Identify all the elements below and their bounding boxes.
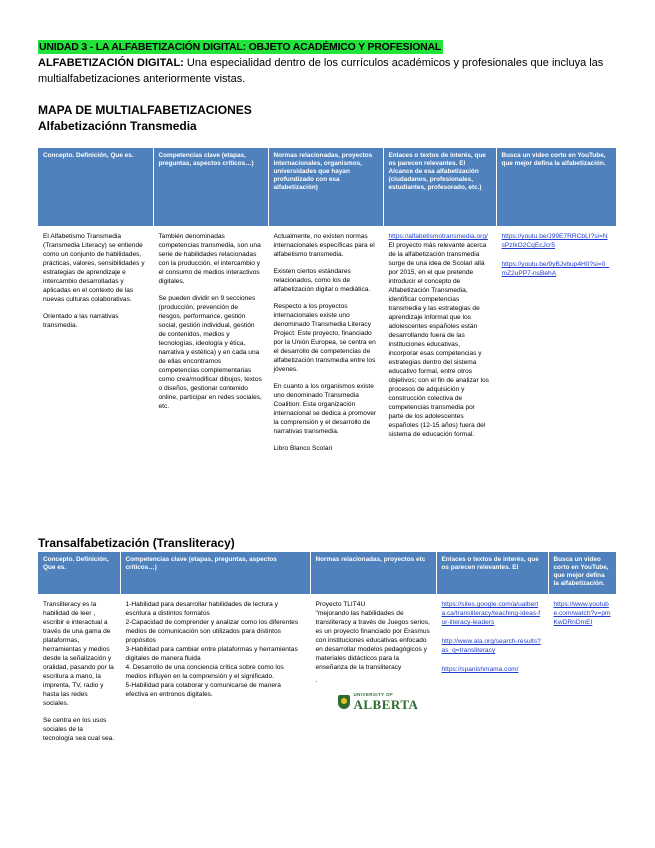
paragraph: En cuanto a los organismos existe uno denominado Transmedia Coalition: Esta organización internacional se dedica a promover la comprensión y el desarrollo de narrativas transmedia. <box>273 383 377 435</box>
cell-competencias <box>153 226 268 467</box>
link-ala[interactable]: http://www.ala.org/search-results?as_q=transliteracy <box>441 638 541 654</box>
cell-enlaces <box>383 226 496 467</box>
header-enlaces: Enlaces o textos de interés, que os parecen relevantes. El Alcance de esa alfabetización (ciudadanos, profesionales, estudiantes, profesorado, etc.) <box>383 148 496 226</box>
youtube-link[interactable]: https://youtu.be/9yBJvbup4H0?si=0_mZ2uPP7-nsBehA <box>501 261 610 277</box>
paragraph: Existen ciertos estándares relacionados, como los de alfabetización digital o mediática. <box>273 268 371 293</box>
table-header-row <box>38 148 616 226</box>
paragraph: Transliteracy es la habilidad de leer , escribir e interactual a través de una gama de plataformas, herramientas y medios desde la señalización y oralidad, pasando por la escritura a mano, la imprenta, TV, radio y hasta las redes sociales. <box>43 601 114 707</box>
cell-competencias <box>120 594 310 757</box>
youtube-link[interactable]: https://youtu.be/J99E7RRCbLI?si=NsPzIkO2CqEcJcr5 <box>501 233 608 249</box>
cell-concepto <box>38 594 120 757</box>
university-of-alberta-logo <box>338 693 431 711</box>
cell-normas <box>310 594 436 757</box>
cell-concepto <box>38 226 153 467</box>
intro-paragraph <box>38 55 618 87</box>
header-video: Busca un video corto en YouTube, que mejor defina la alfabetización. <box>548 552 616 594</box>
intro-text: Una especialidad dentro de los currículos académicos y profesionales que incluya las multialfabetizaciones anteriormente vistas. <box>38 57 604 85</box>
youtube-link[interactable]: https://www.youtube.com/watch?v=pmKwDRnDmEI <box>553 601 611 626</box>
link-ualberta[interactable]: https://sites.google.com/a/ualberta.ca/transliteracy/teaching-ideas-for-literacy-leaders <box>441 601 541 626</box>
unit-title: UNIDAD 3 - LA ALFABETIZACIÓN DIGITAL: OBJETO ACADÉMICO Y PROFESIONAL <box>39 41 442 53</box>
header-competencias: Competencias clave (etapas, preguntas, aspectos críticos…) <box>153 148 268 226</box>
table-row <box>38 226 616 467</box>
link-spanishmama[interactable]: https://spanishmama.com/ <box>441 666 519 673</box>
paragraph: Actualmente, no existen normas internacionales específicas para el alfabetismo transmedia. <box>273 233 375 258</box>
header-video: Busca un video corto en YouTube, que mejor defina la alfabetización. <box>496 148 616 226</box>
section-title-transmedia: Alfabetizaciónn Transmedia <box>38 119 197 133</box>
paragraph: El proyecto más relevante acerca de la alfabetización transmedia surge de una idea de Scolari allá por 2015, en el que pretende introducir el concepto de Alfabetización Transmedia, identificar competencias transmedia y las estrategias de aprendizaje informal que los adolescentes españoles están desarrollando fuera de las instituciones educativas, incorporar esas competencias y estrategias dentro del sistema educativo formal, entre otros objetivos; con el fin de analizar los procesos de adquisición y construcción colectiva de competencias transmedia por parte de los adolescentes españoles (12-15 años) fuera del sistema de educación formal. <box>388 242 489 438</box>
header-normas: Normas relacionadas, proyectos etc <box>310 552 436 594</box>
header-normas: Normas relacionadas, proyectos internacionales, organismos, universidades que hayan profundizado con esa alfabetización) <box>268 148 383 226</box>
table-header-row <box>38 552 616 594</box>
intro-bold: ALFABETIZACIÓN DIGITAL: <box>38 57 184 69</box>
cell-enlaces <box>436 594 548 757</box>
cell-video <box>496 226 616 467</box>
header-competencias: Competencias clave (etapas, preguntas, aspectos críticos…) <box>120 552 310 594</box>
transliteracy-table <box>38 552 617 757</box>
paragraph: Libro Blanco Scolari <box>273 445 333 452</box>
cell-video <box>548 594 616 757</box>
paragraph: Se pueden dividir en 9 secciones (producción, prevención de riesgos, performance, gestión social, gestión individual, gestión de contenidos, medios y tecnologías, ideología y ética, narrativa y estética) y en cada una de ellas encontramos competencias complementarias como crea/modificar dibujos, textos o diseños, gestionar contenido online, participar en redes sociales, etc. <box>158 295 262 410</box>
transmedia-table <box>38 148 617 467</box>
header-concepto: Concepto. Definición, Que es. <box>38 148 153 226</box>
paragraph: Proyecto TLIT4U "mejorando las habilidades de transliteracy a través de Juegos serios, es un proyecto financiado por Erasmus con instituciones educativas enfocado en desarrollar modelos pedagógicos y materiales didácticos para la enseñanza de la transliteracy <box>315 601 430 671</box>
shield-icon <box>338 695 350 709</box>
paragraph: Respecto a los proyectos internacionales existe uno denominado Transmedia Literacy Project: Este proyecto, financiado por la Unión Europea, se centra en el desarrollo de competencias de alfabetización transmedia entre los jóvenes. <box>273 303 376 373</box>
paragraph: Se centra en los usos sociales de la tecnología sea cual sea. <box>43 717 115 742</box>
paragraph: El Alfabetismo Transmedia (Transmedia Literacy) se entiende como un conjunto de habilidades, prácticas, valores, sensibilidades y estrategias de aprendizaje e intercambio desarrolladas y aplicadas en el contexto de las nuevas culturas colaborativas. <box>43 233 145 303</box>
paragraph: . <box>315 677 318 684</box>
paragraph: También denominadas competencias transmedia, son una serie de habilidades relacionadas con la producción, el intercambio y el consumo de medios interactivos digitales. <box>158 233 261 285</box>
table-row <box>38 594 616 757</box>
section-title-transliteracy: Transalfabetización (Transliteracy) <box>38 536 235 550</box>
logo-small-text: UNIVERSITY OF <box>353 692 394 697</box>
paragraph: 1-Habilidad para desarrollar habilidades de lectura y escritura a distintos formatos 2-Capacidad de comprender y analizar como los diferentes medios de comunicación son utilizados para distintos propósitos 3-Habilidad para cambiar entre plataformas y herramientas digitales de manera fluida 4. Desarrollo de una conciencia crítica sobre como los medios influyen en la comprensión y el significado. 5-Habilidad para colaborar y comunicarse de manera efectiva en entronos digitales. <box>125 601 299 698</box>
paragraph: Orientado a las narrativas transmedia. <box>43 313 119 329</box>
cell-normas <box>268 226 383 467</box>
map-title: MAPA DE MULTIALFABETIZACIONES <box>38 103 252 117</box>
header-enlaces: Enlaces o textos de interés, que os parecen relevantes. El <box>436 552 548 594</box>
header-concepto: Concepto. Definición, Que es. <box>38 552 120 594</box>
logo-big-text: ALBERTA <box>353 696 419 712</box>
link-alfabetismotransmedia[interactable]: https://alfabetismotransmedia.org/ <box>388 233 488 240</box>
